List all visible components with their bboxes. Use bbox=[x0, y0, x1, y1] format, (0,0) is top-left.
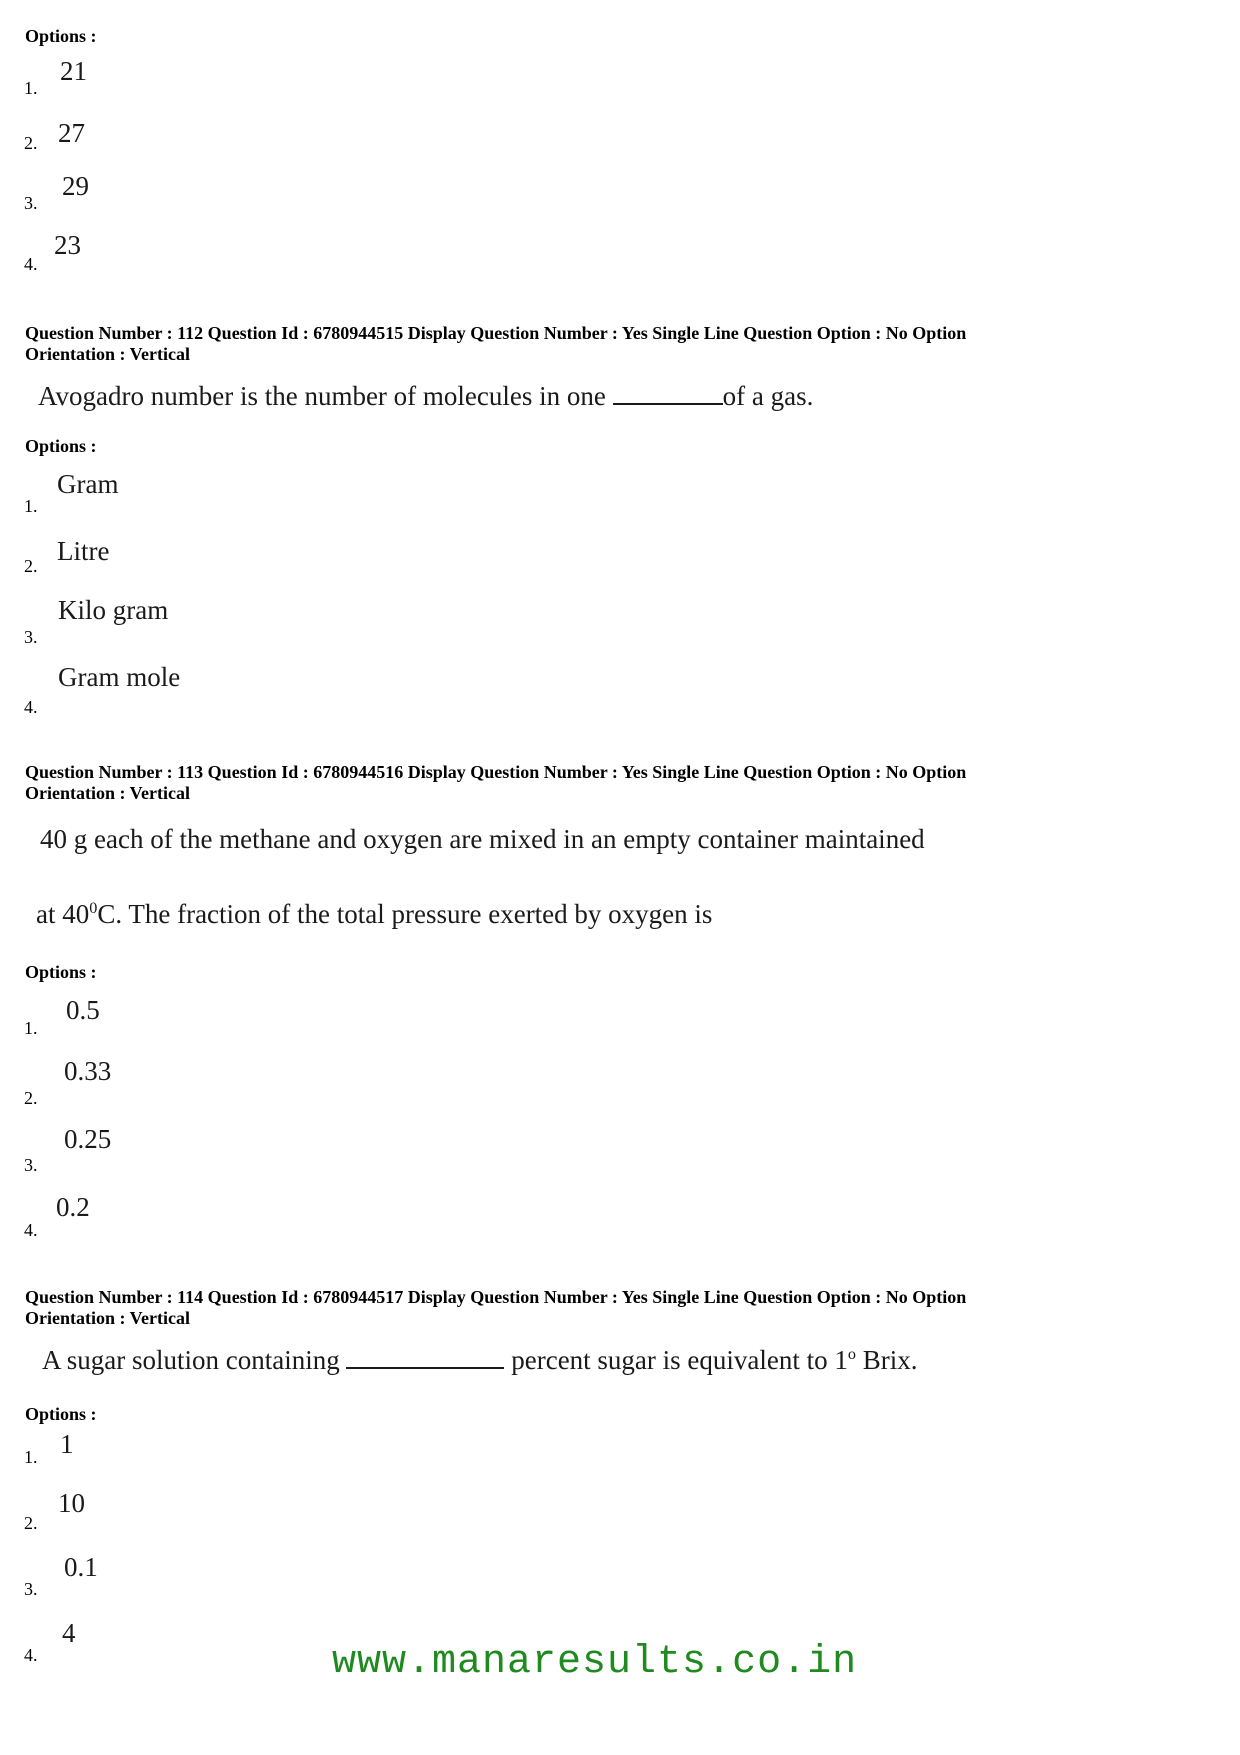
question-text bbox=[38, 381, 813, 412]
question-text-line2 bbox=[36, 899, 712, 930]
answer-blank bbox=[613, 381, 723, 405]
option-value: 29 bbox=[62, 171, 89, 201]
question-meta-line1: Question Number : 112 Question Id : 6780944515 Display Question Number : Yes Single Line Question Option : No Option bbox=[25, 323, 967, 343]
options-label: Options : bbox=[25, 26, 97, 46]
question-meta bbox=[25, 323, 1205, 365]
question-text bbox=[42, 1345, 918, 1376]
option-number: 1. bbox=[24, 496, 38, 516]
question-meta-line1: Question Number : 113 Question Id : 6780944516 Display Question Number : Yes Single Line Question Option : No Option bbox=[25, 762, 967, 782]
watermark-url: www.manaresults.co.in bbox=[332, 1640, 858, 1685]
option-value: 21 bbox=[60, 56, 87, 86]
question-text-after: of a gas. bbox=[722, 381, 814, 411]
option-number: 4. bbox=[24, 697, 38, 717]
question-text-before: Avogadro number is the number of molecules in one bbox=[38, 381, 613, 411]
question-text-mid: percent sugar is equivalent to 1 bbox=[504, 1345, 848, 1375]
options-label: Options : bbox=[25, 436, 97, 456]
question-text-after: Brix. bbox=[855, 1345, 918, 1375]
question-meta bbox=[25, 762, 1205, 804]
option-number: 3. bbox=[24, 1579, 38, 1599]
option-value: 0.5 bbox=[66, 995, 100, 1025]
option-number: 1. bbox=[24, 78, 38, 98]
option-value: 27 bbox=[58, 118, 85, 148]
option-number: 1. bbox=[24, 1018, 38, 1038]
option-number: 3. bbox=[24, 1155, 38, 1175]
question-text-line1: 40 g each of the methane and oxygen are mixed in an empty container maintained bbox=[40, 824, 925, 854]
option-value: Litre bbox=[57, 536, 110, 566]
option-number: 2. bbox=[24, 1088, 38, 1108]
options-label: Options : bbox=[25, 962, 97, 982]
superscript: 0 bbox=[89, 899, 98, 917]
question-meta-line1: Question Number : 114 Question Id : 6780944517 Display Question Number : Yes Single Line Question Option : No Option bbox=[25, 1287, 967, 1307]
question-text-post: C. The fraction of the total pressure exerted by oxygen is bbox=[97, 899, 713, 929]
option-value: 0.1 bbox=[64, 1552, 98, 1582]
superscript: o bbox=[847, 1345, 856, 1363]
option-value: 23 bbox=[54, 230, 81, 260]
question-text-before: A sugar solution containing bbox=[42, 1345, 347, 1375]
option-number: 4. bbox=[24, 1645, 38, 1665]
option-number: 2. bbox=[24, 556, 38, 576]
question-meta-line2: Orientation : Vertical bbox=[25, 344, 190, 364]
question-text-pre: at 40 bbox=[36, 899, 90, 929]
option-number: 4. bbox=[24, 1220, 38, 1240]
option-value: 0.25 bbox=[64, 1124, 112, 1154]
option-value: 0.33 bbox=[64, 1056, 112, 1086]
options-label: Options : bbox=[25, 1404, 97, 1424]
option-value: 1 bbox=[60, 1429, 74, 1459]
option-value: 10 bbox=[58, 1488, 85, 1518]
option-number: 1. bbox=[24, 1447, 38, 1467]
question-meta bbox=[25, 1287, 1205, 1329]
answer-blank bbox=[346, 1345, 504, 1369]
option-value: Gram mole bbox=[58, 662, 181, 692]
option-number: 2. bbox=[24, 1513, 38, 1533]
option-number: 3. bbox=[24, 193, 38, 213]
option-value: Gram bbox=[57, 469, 119, 499]
option-value: 0.2 bbox=[56, 1192, 90, 1222]
option-number: 4. bbox=[24, 254, 38, 274]
option-value: 4 bbox=[62, 1618, 76, 1648]
question-meta-line2: Orientation : Vertical bbox=[25, 1308, 190, 1328]
option-number: 3. bbox=[24, 627, 38, 647]
option-number: 2. bbox=[24, 133, 38, 153]
option-value: Kilo gram bbox=[58, 595, 169, 625]
question-meta-line2: Orientation : Vertical bbox=[25, 783, 190, 803]
